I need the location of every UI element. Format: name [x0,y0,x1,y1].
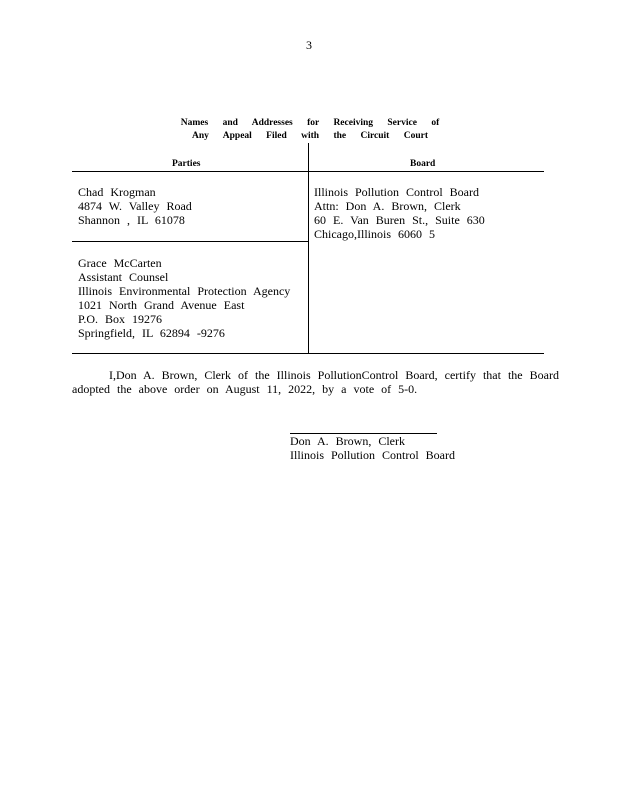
page-number: 3 [306,38,312,52]
address-line: Chicago,Illinois 6060 5 [314,227,435,241]
table-party-divider [72,241,309,242]
signature-block [290,434,455,462]
address-line: 60 E. Van Buren St., Suite 630 [314,213,485,227]
address-line: Grace McCarten [78,256,162,270]
column-header-parties: Parties [172,159,201,169]
address-line: Illinois Environmental Protection Agency [78,284,291,298]
heading-line-1: Names and Addresses for Receiving Service of [180,118,440,128]
signature-org: Illinois Pollution Control Board [290,448,456,462]
heading-line-2: Any Appeal Filed with the Circuit Court [192,131,428,141]
address-line: Assistant Counsel [78,270,169,284]
address-line: Attn: Don A. Brown, Clerk [314,199,461,213]
signature-name: Don A. Brown, Clerk [290,434,405,448]
address-line: Chad Krogman [78,185,156,199]
certification-line-1: I,Don A. Brown, Clerk of the Illinois PollutionControl Board, certify that the Board [109,368,559,382]
address-line: 1021 North Grand Avenue East [78,298,245,312]
address-line: P.O. Box 19276 [78,312,163,326]
board-address [314,185,485,241]
table-column-divider [308,143,309,354]
column-header-board: Board [410,159,436,169]
address-line: Shannon , IL 61078 [78,213,185,227]
address-line: Springfield, IL 62894 -9276 [78,326,225,340]
table-bottom-rule [72,353,544,354]
address-line: 4874 W. Valley Road [78,199,192,213]
certification-paragraph [72,368,559,396]
party-address-2 [78,256,290,340]
certification-line-2: adopted the above order on August 11, 2022, by a vote of 5-0. [72,382,418,396]
party-address-1 [78,185,192,227]
service-heading [150,117,470,143]
address-line: Illinois Pollution Control Board [314,185,480,199]
